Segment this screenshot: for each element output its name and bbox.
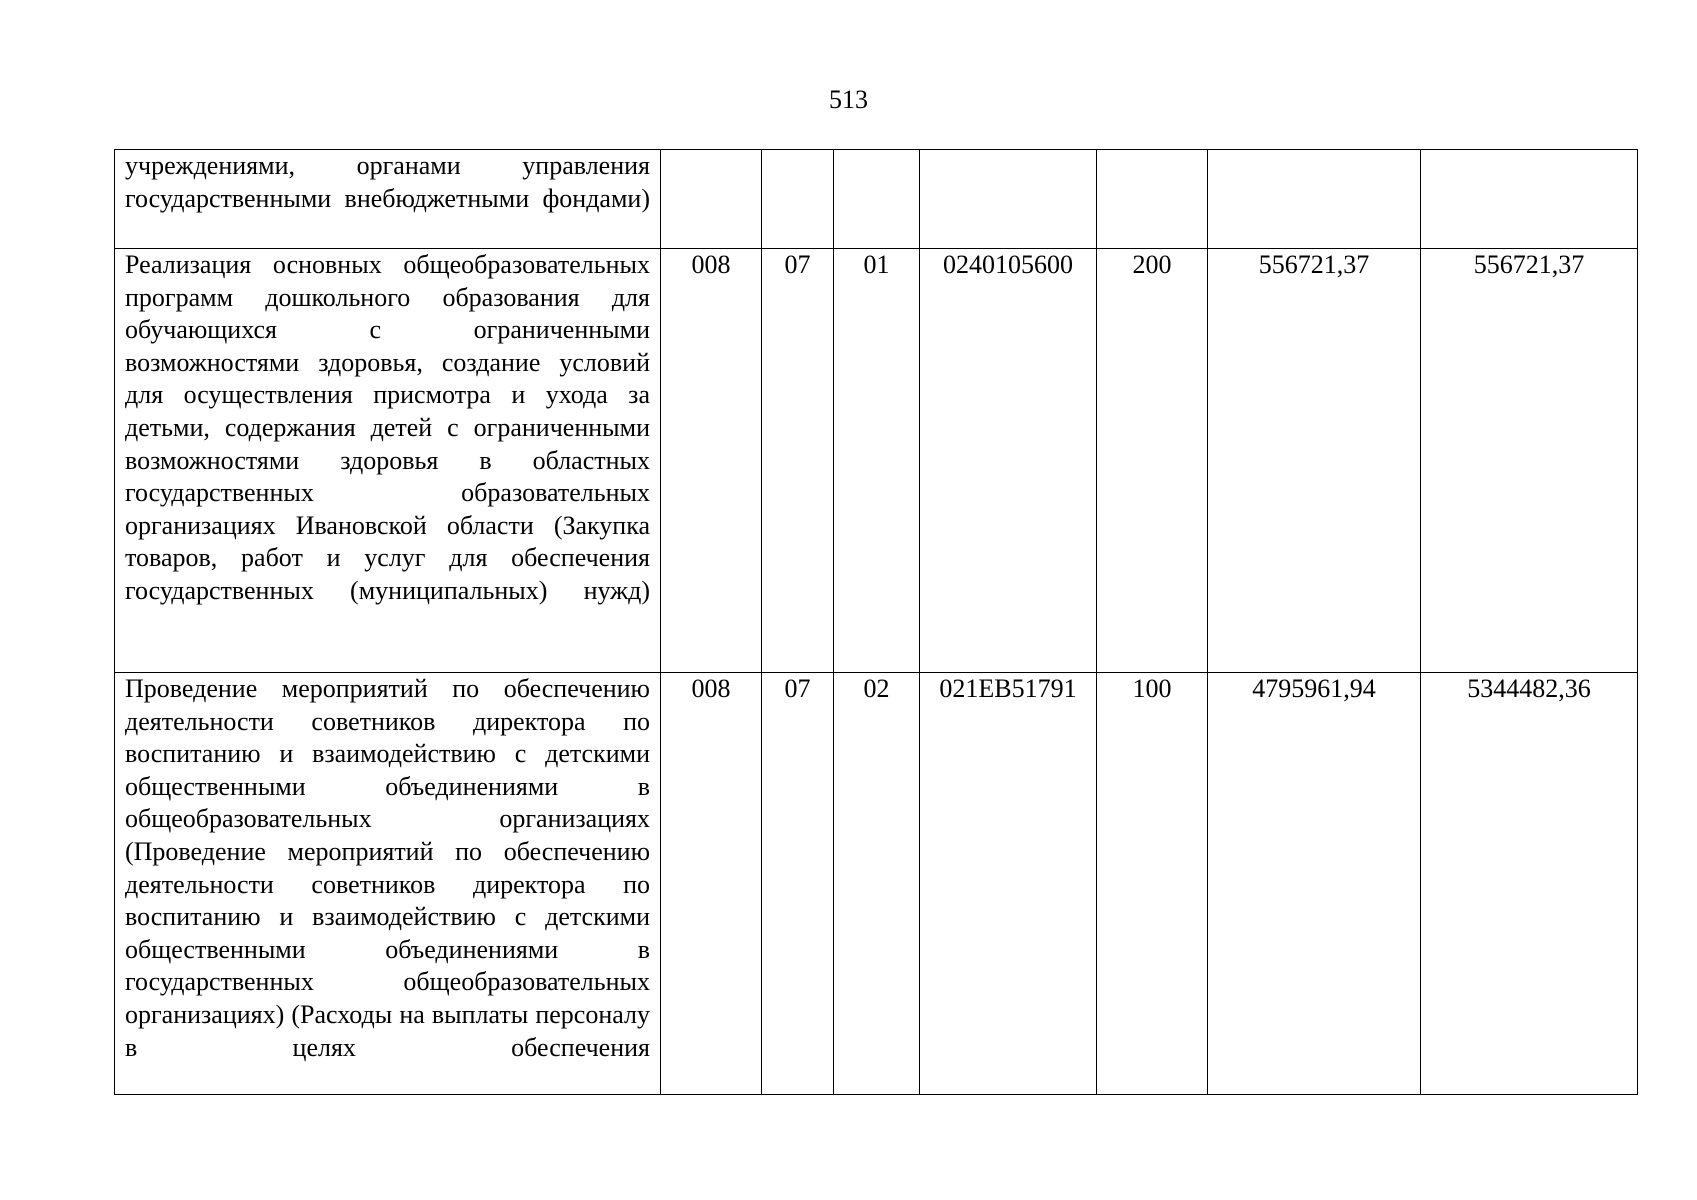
expense-type-cell — [1097, 150, 1208, 249]
subsection-code-cell: 01 — [834, 249, 920, 673]
amount-year-2-cell: 556721,37 — [1421, 249, 1638, 673]
target-article-cell — [920, 150, 1097, 249]
target-article-cell: 021EВ51791 — [920, 673, 1097, 1095]
table-row — [115, 673, 1638, 1095]
row-description: Реализация основных общеобразовательных программ дошкольного образования для обучающихся с ограниченными возможностями здоровья, создание условий для осуществления присмотра и ухода за детьми, содержания детей с ограниченными возможностями здоровья в областных государственных образовательных организациях Ивановской области (Закупка товаров, работ и услуг для обеспечения государственных (муниципальных) нужд) — [125, 250, 650, 605]
admin-code-cell — [661, 150, 762, 249]
target-article-cell: 0240105600 — [920, 249, 1097, 673]
table-row — [115, 150, 1638, 249]
subsection-code-cell: 02 — [834, 673, 920, 1095]
row-description: Проведение мероприятий по обеспечению деятельности советников директора по воспитанию и взаимодействию с детскими общественными объединениями в общеобразовательных организациях (Проведение мероприятий по обеспечению деятельности советников директора по воспитанию и взаимодействию с детскими общественными объединениями в государственных общеобразовательных организациях) (Расходы на выплаты персоналу в целях обеспечения — [125, 674, 650, 1062]
budget-table — [114, 149, 1638, 1095]
admin-code-cell: 008 — [661, 673, 762, 1095]
row-description-cell — [115, 249, 661, 673]
section-code-cell — [762, 150, 834, 249]
section-code-cell: 07 — [762, 249, 834, 673]
amount-year-1-cell: 556721,37 — [1208, 249, 1421, 673]
section-code-cell: 07 — [762, 673, 834, 1095]
admin-code-cell: 008 — [661, 249, 762, 673]
amount-year-2-cell: 5344482,36 — [1421, 673, 1638, 1095]
expense-type-cell: 200 — [1097, 249, 1208, 673]
row-description-cell — [115, 673, 661, 1095]
subsection-code-cell — [834, 150, 920, 249]
table-row — [115, 249, 1638, 673]
row-description: учреждениями, органами управления государственными внебюджетными фондами) — [125, 151, 650, 213]
amount-year-1-cell: 4795961,94 — [1208, 673, 1421, 1095]
amount-year-2-cell — [1421, 150, 1638, 249]
amount-year-1-cell — [1208, 150, 1421, 249]
row-description-cell — [115, 150, 661, 249]
expense-type-cell: 100 — [1097, 673, 1208, 1095]
page-number: 513 — [829, 85, 868, 114]
